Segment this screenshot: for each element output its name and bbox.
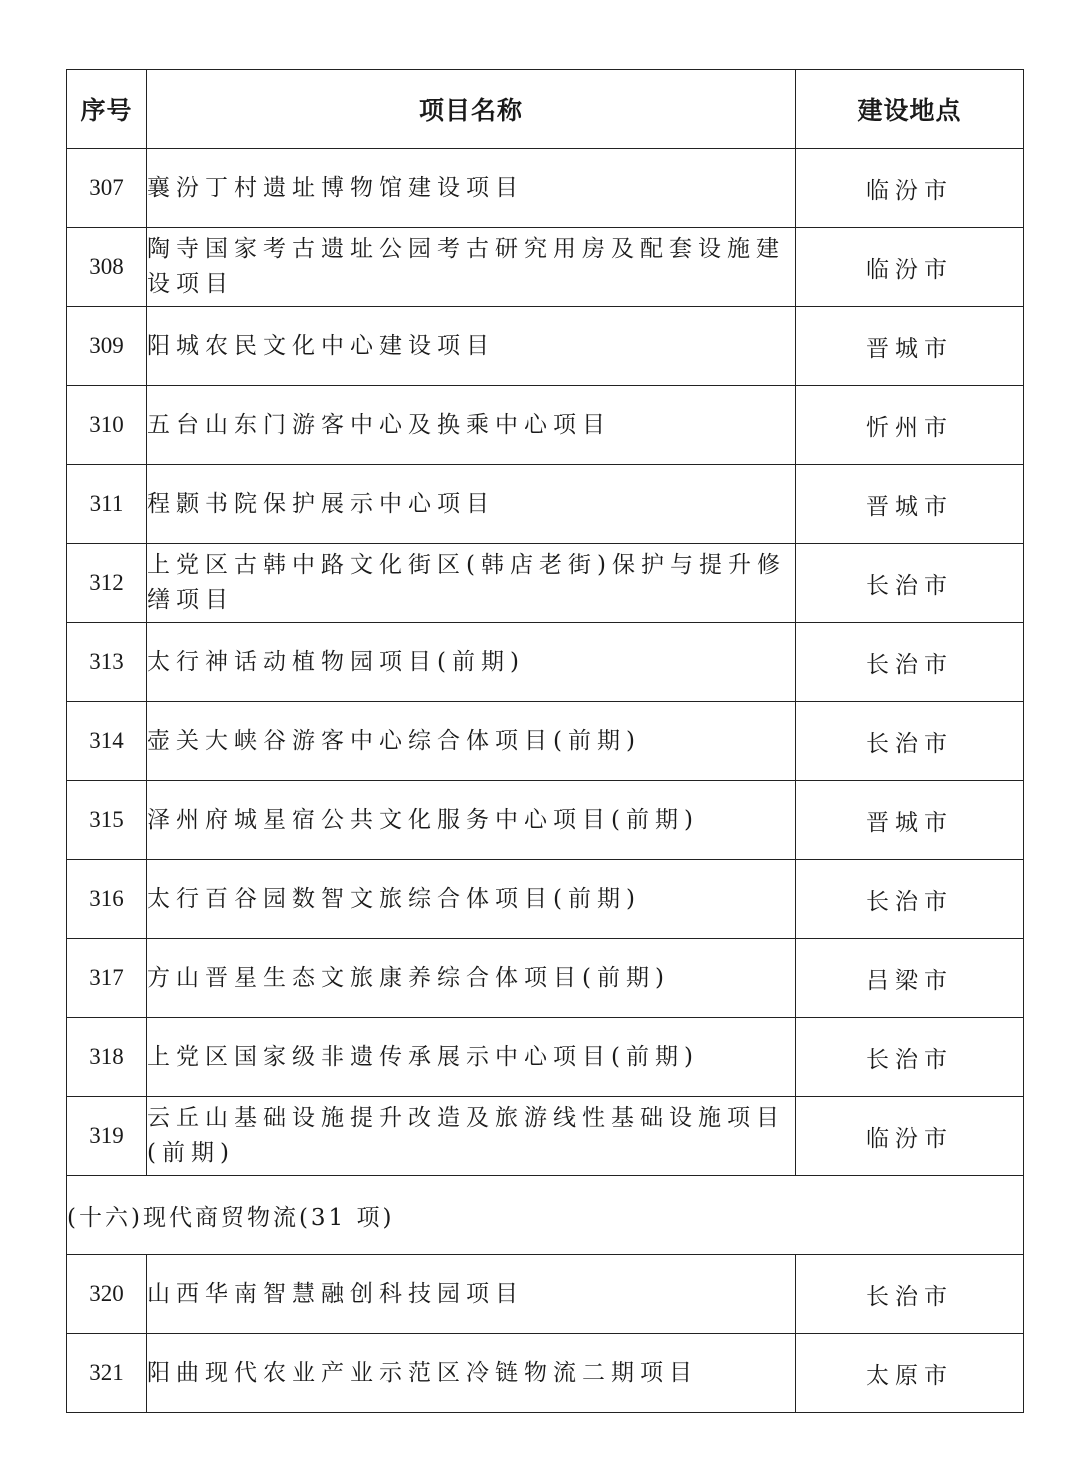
header-row	[67, 70, 1024, 149]
row-num: 312	[67, 544, 147, 623]
header-location: 建设地点	[796, 70, 1024, 149]
row-name: 阳曲现代农业产业示范区冷链物流二期项目	[147, 1334, 796, 1413]
row-name: 五台山东门游客中心及换乘中心项目	[147, 386, 796, 465]
project-table	[66, 69, 1024, 1413]
table-row	[67, 1255, 1024, 1334]
row-location: 临汾市	[796, 228, 1024, 307]
row-name: 山西华南智慧融创科技园项目	[147, 1255, 796, 1334]
table-row	[67, 307, 1024, 386]
row-num: 307	[67, 149, 147, 228]
row-location: 长治市	[796, 544, 1024, 623]
section-heading: (十六)现代商贸物流(31 项)	[67, 1176, 1024, 1255]
row-location: 长治市	[796, 1255, 1024, 1334]
row-name: 上党区古韩中路文化街区(韩店老街)保护与提升修缮项目	[147, 544, 796, 623]
row-num: 309	[67, 307, 147, 386]
table-row	[67, 860, 1024, 939]
row-num: 320	[67, 1255, 147, 1334]
row-name: 太行百谷园数智文旅综合体项目(前期)	[147, 860, 796, 939]
row-location: 长治市	[796, 1018, 1024, 1097]
row-num: 311	[67, 465, 147, 544]
row-name: 泽州府城星宿公共文化服务中心项目(前期)	[147, 781, 796, 860]
header-name: 项目名称	[147, 70, 796, 149]
row-location: 长治市	[796, 623, 1024, 702]
table-row	[67, 228, 1024, 307]
row-location: 长治市	[796, 702, 1024, 781]
table-row	[67, 623, 1024, 702]
row-name: 陶寺国家考古遗址公园考古研究用房及配套设施建设项目	[147, 228, 796, 307]
table-row	[67, 702, 1024, 781]
row-name: 方山晋星生态文旅康养综合体项目(前期)	[147, 939, 796, 1018]
row-name: 阳城农民文化中心建设项目	[147, 307, 796, 386]
row-name: 云丘山基础设施提升改造及旅游线性基础设施项目(前期)	[147, 1097, 796, 1176]
table-row	[67, 544, 1024, 623]
row-num: 321	[67, 1334, 147, 1413]
row-location: 长治市	[796, 860, 1024, 939]
row-name: 襄汾丁村遗址博物馆建设项目	[147, 149, 796, 228]
row-location: 吕梁市	[796, 939, 1024, 1018]
row-num: 310	[67, 386, 147, 465]
row-location: 晋城市	[796, 465, 1024, 544]
row-location: 忻州市	[796, 386, 1024, 465]
table-row	[67, 465, 1024, 544]
row-name: 上党区国家级非遗传承展示中心项目(前期)	[147, 1018, 796, 1097]
row-num: 314	[67, 702, 147, 781]
row-location: 晋城市	[796, 307, 1024, 386]
header-num: 序号	[67, 70, 147, 149]
table-row	[67, 781, 1024, 860]
section-row	[67, 1176, 1024, 1255]
table-row	[67, 1018, 1024, 1097]
row-location: 临汾市	[796, 1097, 1024, 1176]
table-row	[67, 1097, 1024, 1176]
row-num: 318	[67, 1018, 147, 1097]
row-num: 315	[67, 781, 147, 860]
row-name: 程颢书院保护展示中心项目	[147, 465, 796, 544]
row-num: 319	[67, 1097, 147, 1176]
row-num: 317	[67, 939, 147, 1018]
row-location: 太原市	[796, 1334, 1024, 1413]
row-location: 临汾市	[796, 149, 1024, 228]
row-num: 316	[67, 860, 147, 939]
table-row	[67, 939, 1024, 1018]
table-row	[67, 1334, 1024, 1413]
table-row	[67, 386, 1024, 465]
table-row	[67, 149, 1024, 228]
row-name: 太行神话动植物园项目(前期)	[147, 623, 796, 702]
row-location: 晋城市	[796, 781, 1024, 860]
row-name: 壶关大峡谷游客中心综合体项目(前期)	[147, 702, 796, 781]
row-num: 313	[67, 623, 147, 702]
row-num: 308	[67, 228, 147, 307]
